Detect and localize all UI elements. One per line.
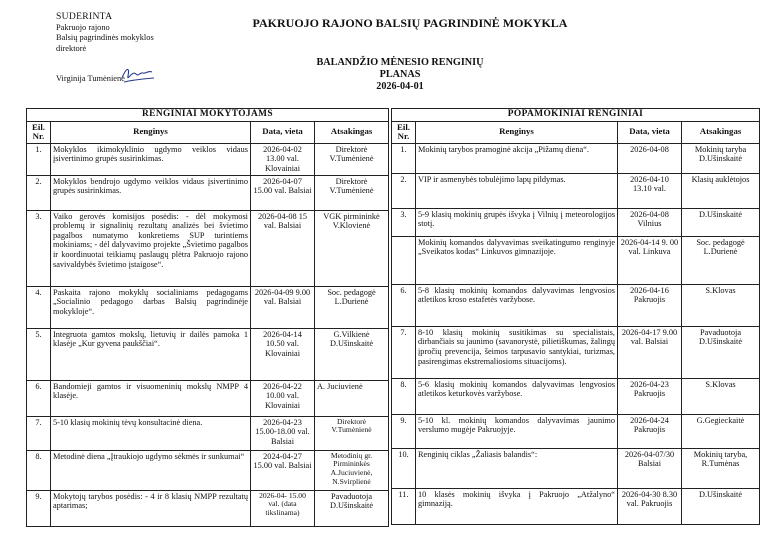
row-nr: 11. xyxy=(392,488,416,524)
row-nr xyxy=(392,236,416,284)
row-event: Mokinių komandos dalyvavimas sveikatingumo renginyje „Sveikatos kodas“ Linkuvos gimnazijoje. xyxy=(416,236,618,284)
row-nr: 3. xyxy=(392,208,416,236)
section-title: POPAMOKINIAI RENGINIAI xyxy=(392,109,760,122)
row-nr: 8. xyxy=(27,450,51,490)
row-date: 2026-04-07 15.00 val. Balsiai xyxy=(251,175,315,210)
plan-title: BALANDŽIO MĖNESIO RENGINIŲ xyxy=(316,57,484,68)
row-event: Vaiko gerovės komisijos posėdis: - dėl mokymosi problemų ir signalinių rezultatų analizės bei švietimo pagalbos numatymo konkretiems SUP turintiems mokiniams; - dėl dalyvavimo projekte „Švietimo pagalbos ir koordinuotai teikiamų paslaugų plėtra Pakruojo rajono savivaldybės švietimo įstaigose“. xyxy=(51,210,251,286)
col-header-event: Renginys xyxy=(416,121,618,143)
row-responsible: Direktorė V.Tumėnienė xyxy=(315,175,389,210)
row-nr: 8. xyxy=(392,378,416,414)
approval-line-1: Pakruojo rajono xyxy=(56,22,110,32)
teachers-events-table xyxy=(26,108,389,527)
signature-icon xyxy=(118,62,158,88)
plan-date: 2026-04-01 xyxy=(376,81,424,92)
row-responsible: Mokinių taryba, R.Tumėnas xyxy=(682,448,760,488)
row-date: 2026-04-24 Pakruojis xyxy=(618,414,682,448)
row-event: Bandomieji gamtos ir visuomeninių mokslų NMPP 4 klasėje. xyxy=(51,380,251,416)
row-date: 2026-04-16 Pakruojis xyxy=(618,284,682,326)
row-date: 2026-04-17 9.00 val. Balsiai xyxy=(618,326,682,378)
row-responsible: G.Vilkienė D.Ušinskaitė xyxy=(315,328,389,380)
row-date: 2026-04-23 Pakruojis xyxy=(618,378,682,414)
row-date: 2026-04-30 8.30 val. Pakruojis xyxy=(618,488,682,524)
col-header-nr: Eil. Nr. xyxy=(392,121,416,143)
row-nr: 4. xyxy=(27,286,51,328)
row-nr: 7. xyxy=(27,416,51,450)
row-event: Renginių ciklas „Žaliasis balandis“: xyxy=(416,448,618,488)
approval-line-2: Balsių pagrindinės mokyklos xyxy=(56,33,154,43)
row-nr: 2. xyxy=(392,173,416,208)
col-header-responsible: Atsakingas xyxy=(682,121,760,143)
row-date: 2026-04-23 15.00-18.00 val. Balsiai xyxy=(251,416,315,450)
approval-label: SUDERINTA xyxy=(56,11,113,22)
row-date: 2024-04-27 15.00 val. Balsiai xyxy=(251,450,315,490)
row-date: 2026-04-14 10.50 val. Klovainiai xyxy=(251,328,315,380)
row-responsible: Direktorė V.Tumėnienė xyxy=(315,143,389,175)
row-responsible: D.Ušinskaitė xyxy=(682,488,760,524)
row-nr: 6. xyxy=(392,284,416,326)
row-date: 2026-04-02 13.00 val. Klovainiai xyxy=(251,143,315,175)
col-header-date: Data, vieta xyxy=(618,121,682,143)
row-responsible: Soc. pedagogė L.Durienė xyxy=(682,236,760,284)
row-nr: 2. xyxy=(27,175,51,210)
row-event: 5-10 kl. mokinių komandos dalyvavimas jaunimo verslumo mugėje Pakruojyje. xyxy=(416,414,618,448)
col-header-event: Renginys xyxy=(51,121,251,143)
row-responsible: VGK pirmininkė V.Klovienė xyxy=(315,210,389,286)
row-responsible: Pavaduotoja D.Ušinskaitė xyxy=(682,326,760,378)
row-responsible: Pavaduotoja D.Ušinskaitė xyxy=(315,490,389,526)
row-responsible: A. Juciuvienė xyxy=(315,380,389,416)
col-header-date: Data, vieta xyxy=(251,121,315,143)
row-responsible: Klasių auklėtojos xyxy=(682,173,760,208)
row-event: 8-10 klasių mokinių susitikimas su specialistais, dirbančiais su jaunimo (savanorystė, pilietiškumas, žalingų įpročių prevencija, šeimos tarpusavio santykiai, turizmas, pasirengimas ekstremaliosioms situacijoms). xyxy=(416,326,618,378)
row-event: Mokinių tarybos pramoginė akcija „Pižamų diena“. xyxy=(416,143,618,173)
row-nr: 5. xyxy=(27,328,51,380)
row-nr: 3. xyxy=(27,210,51,286)
row-nr: 10. xyxy=(392,448,416,488)
row-date: 2026-04-14 9. 00 val. Linkuva xyxy=(618,236,682,284)
row-event: Paskaita rajono mokyklų socialiniams pedagogams „Socialinio pedagogo darbas Balsių pagrindinėje mokykloje“. xyxy=(51,286,251,328)
row-responsible: Direktorė V.Tumėnienė xyxy=(315,416,389,450)
row-date: 2026-04- 15.00 val. (data tikslinama) xyxy=(251,490,315,526)
row-event: 5-10 klasių mokinių tėvų konsultacinė diena. xyxy=(51,416,251,450)
col-header-responsible: Atsakingas xyxy=(315,121,389,143)
row-event: Mokyklos bendrojo ugdymo veiklos vidaus įsivertinimo grupės susirinkimas. xyxy=(51,175,251,210)
row-event: 5-6 klasių mokinių komandos dalyvavimas lengvosios atletikos keturkovės varžybose. xyxy=(416,378,618,414)
row-event: Metodinė diena „Įtraukiojo ugdymo sėkmės ir sunkumai“ xyxy=(51,450,251,490)
row-event: Mokyklos ikimokyklinio ugdymo veiklos vidaus įsivertinimo grupės susirinkimas. xyxy=(51,143,251,175)
row-nr: 1. xyxy=(392,143,416,173)
approval-signer: Virginija Tumėnienė xyxy=(56,74,125,83)
extracurricular-events-table xyxy=(391,108,760,525)
row-event: VIP ir asmenybės tobulėjimo lapų pildymas. xyxy=(416,173,618,208)
row-nr: 9. xyxy=(27,490,51,526)
approval-line-3: direktorė xyxy=(56,43,87,53)
row-responsible: Metodinių gr. Pirmininkės A.Juciuvienė, N.Svirplienė xyxy=(315,450,389,490)
row-date: 2026-04-08 xyxy=(618,143,682,173)
section-title: RENGINIAI MOKYTOJAMS xyxy=(27,109,389,122)
row-date: 2026-04-22 10.00 val. Klovainiai xyxy=(251,380,315,416)
row-date: 2026-04-10 13.10 val. xyxy=(618,173,682,208)
row-responsible: S.Klovas xyxy=(682,284,760,326)
row-date: 2026-04-09 9.00 val. Balsiai xyxy=(251,286,315,328)
row-responsible: Soc. pedagogė L.Durienė xyxy=(315,286,389,328)
row-date: 2026-04-08 15 val. Balsiai xyxy=(251,210,315,286)
row-event: 5-9 klasių mokinių grupės išvyka į Vilnių į meteorologijos stotį. xyxy=(416,208,618,236)
row-responsible: G.Gegieckaitė xyxy=(682,414,760,448)
row-event: 10 klasės mokinių išvyka į Pakruojo „Atžalyno“ gimnaziją. xyxy=(416,488,618,524)
row-event: Mokytojų tarybos posėdis: - 4 ir 8 klasių NMPP rezultatų aptarimas; xyxy=(51,490,251,526)
row-nr: 7. xyxy=(392,326,416,378)
col-header-nr: Eil. Nr. xyxy=(27,121,51,143)
row-nr: 6. xyxy=(27,380,51,416)
row-date: 2026-04-07/30 Balsiai xyxy=(618,448,682,488)
row-event: 5-8 klasių mokinių komandos dalyvavimas lengvosios atletikos kroso estafetės varžybose. xyxy=(416,284,618,326)
school-name: PAKRUOJO RAJONO BALSIŲ PAGRINDINĖ MOKYKLA xyxy=(252,16,568,30)
row-responsible: S.Klovas xyxy=(682,378,760,414)
plan-subtitle: PLANAS xyxy=(379,69,421,80)
row-event: Integruota gamtos mokslų, lietuvių ir dailės pamoka 1 klasėje „Kur gyvena paukščiai“. xyxy=(51,328,251,380)
row-responsible: Mokinių taryba D.Ušinskaitė xyxy=(682,143,760,173)
row-date: 2026-04-08 Vilnius xyxy=(618,208,682,236)
row-nr: 9. xyxy=(392,414,416,448)
row-responsible: D.Ušinskaitė xyxy=(682,208,760,236)
row-nr: 1. xyxy=(27,143,51,175)
